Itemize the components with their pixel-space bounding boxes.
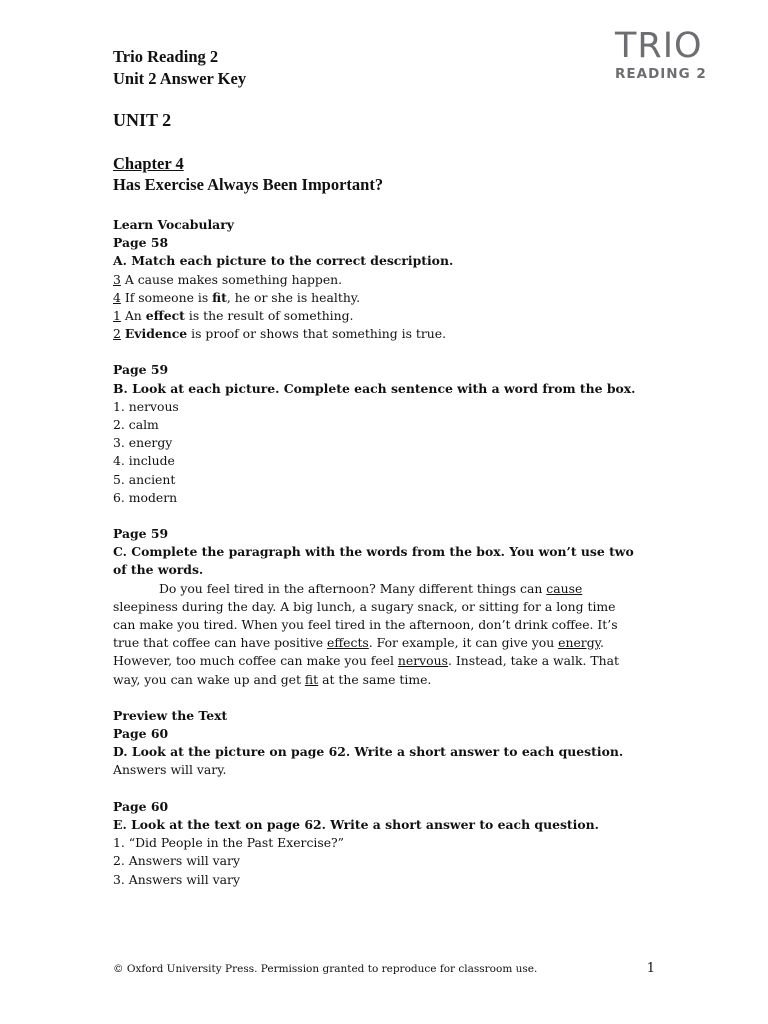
answer-text: , he or she is healthy. xyxy=(226,289,361,305)
section-exercise-e xyxy=(113,798,673,889)
page-reference: Page 60 xyxy=(113,798,169,814)
document-title: Trio Reading 2 xyxy=(113,47,219,66)
exercise-instruction: E. Look at the text on page 62. Write a short answer to each question. xyxy=(113,816,599,832)
section-exercise-b xyxy=(113,361,673,507)
section-exercise-c xyxy=(113,525,673,689)
paragraph-text: . Instead, take a walk. That way, you can wake up and get xyxy=(113,653,619,687)
answer-number: 3 xyxy=(113,271,121,287)
answer-word: energy xyxy=(558,635,601,651)
copyright-notice: © Oxford University Press. Permission granted to reproduce for classroom use. xyxy=(113,963,538,975)
vocab-term: effect xyxy=(145,308,185,324)
answer-list xyxy=(113,834,673,889)
answer-text: is the result of something. xyxy=(184,308,354,324)
answer-item: 1. nervous xyxy=(113,398,179,414)
page-number: 1 xyxy=(646,961,655,976)
vocab-answer-item xyxy=(113,271,673,289)
page-reference: Page 59 xyxy=(113,526,169,542)
answer-key-document xyxy=(113,46,673,889)
answer-item: 1. “Did People in the Past Exercise?” xyxy=(113,835,345,851)
section-learn-vocabulary xyxy=(113,216,673,343)
answer-item: 2. Answers will vary xyxy=(113,853,240,869)
vocab-term: fit xyxy=(212,289,227,305)
exercise-instruction: C. Complete the paragraph with the words from the box. You won’t use two of the words. xyxy=(113,544,634,578)
page-reference: Page 60 xyxy=(113,726,169,742)
answer-word: fit xyxy=(304,671,319,687)
chapter-title: Has Exercise Always Been Important? xyxy=(113,175,384,194)
chapter-heading xyxy=(113,153,673,195)
answer-item: 6. modern xyxy=(113,489,178,505)
answer-list xyxy=(113,398,673,507)
paragraph-text: Do you feel tired in the afternoon? Many different things can xyxy=(159,580,547,596)
vocab-answer-list xyxy=(113,271,673,344)
paragraph-text: sleepiness during the day. A big lunch, a sugary snack, or sitting for a long time can make you tired. When you feel tired in the afternoon, don’t drink coffee. It’s true that coffee can have positive xyxy=(113,598,618,651)
page-reference: Page 58 xyxy=(113,235,169,251)
answer-word: cause xyxy=(546,580,583,596)
answer-text: A cause makes something happen. xyxy=(120,271,343,287)
page-footer xyxy=(113,961,655,977)
answer-word: nervous xyxy=(397,653,448,669)
logo-reading-text: READING 2 xyxy=(615,66,707,82)
answer-text: is proof or shows that something is true. xyxy=(187,326,447,342)
answer-word: effects xyxy=(327,635,369,651)
vocab-answer-item xyxy=(113,289,673,307)
answer-text: An xyxy=(120,308,146,324)
paragraph-text: at the same time. xyxy=(318,671,432,687)
vocab-term: Evidence xyxy=(124,326,188,342)
vocab-answer-item xyxy=(113,307,673,325)
answer-text: If someone is xyxy=(120,289,213,305)
answer-text: Answers will vary. xyxy=(113,762,227,778)
document-subtitle: Unit 2 Answer Key xyxy=(113,69,247,88)
exercise-instruction: A. Match each picture to the correct description. xyxy=(113,253,454,269)
paragraph-text: . However, too much coffee can make you feel xyxy=(113,635,604,669)
section-heading: Preview the Text xyxy=(113,707,228,723)
answer-paragraph xyxy=(113,580,629,689)
paragraph-text: . For example, it can give you xyxy=(368,635,559,651)
page-reference: Page 59 xyxy=(113,362,169,378)
answer-item: 3. Answers will vary xyxy=(113,871,240,887)
answer-number: 4 xyxy=(113,289,121,305)
chapter-label: Chapter 4 xyxy=(113,154,184,173)
unit-heading: UNIT 2 xyxy=(113,110,172,130)
answer-item: 2. calm xyxy=(113,417,159,433)
logo-trio-text: TRIO xyxy=(615,26,703,66)
answer-number: 2 xyxy=(113,326,121,342)
answer-item: 3. energy xyxy=(113,435,173,451)
section-heading: Learn Vocabulary xyxy=(113,217,234,232)
answer-item: 5. ancient xyxy=(113,471,176,487)
section-preview-the-text xyxy=(113,707,673,780)
answer-number: 1 xyxy=(113,308,121,324)
vocab-answer-item xyxy=(113,325,673,343)
answer-item: 4. include xyxy=(113,453,175,469)
exercise-instruction: D. Look at the picture on page 62. Write a short answer to each question. xyxy=(113,744,624,760)
exercise-instruction: B. Look at each picture. Complete each sentence with a word from the box. xyxy=(113,380,636,396)
